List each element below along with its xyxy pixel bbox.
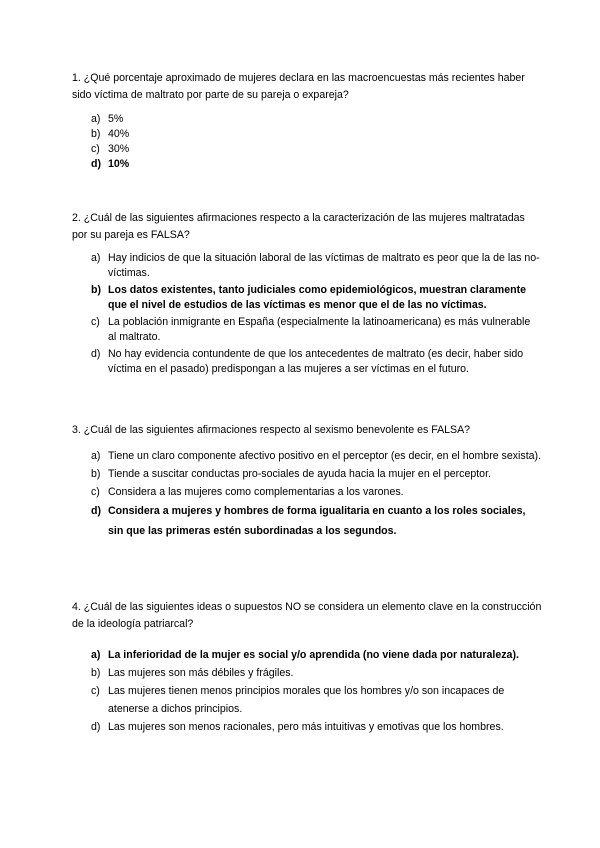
option-text: La inferioridad de la mujer es social y/o aprendida (no viene dada por naturaleza). [108, 649, 519, 661]
question-3-options [91, 447, 541, 541]
question-2-text: 2. ¿Cuál de las siguientes afirmaciones respecto a la caracterización de las mujeres maltratadas por su pareja es FALSA? [72, 212, 525, 241]
question-3-option-d[interactable] [91, 501, 541, 541]
question-3-option-b[interactable] [91, 465, 541, 483]
question-1 [72, 70, 542, 104]
option-text: Tiende a suscitar conductas pro-sociales de ayuda hacia la mujer en el perceptor. [108, 468, 491, 480]
option-label: b) [91, 468, 101, 480]
option-label: b) [91, 284, 101, 296]
question-1-option-a[interactable] [91, 112, 541, 127]
option-label: b) [91, 667, 101, 679]
option-text: Los datos existentes, tanto judiciales como epidemiológicos, muestran claramente que el nivel de estudios de las víctimas es menor que el de las no víctimas. [108, 284, 526, 311]
option-label: a) [91, 649, 101, 661]
option-text: La población inmigrante en España (especialmente la latinoamericana) es más vulnerable al maltrato. [108, 316, 531, 343]
option-label: d) [91, 721, 101, 733]
option-label: c) [91, 486, 100, 498]
option-label: c) [91, 316, 100, 328]
option-text: Considera a mujeres y hombres de forma igualitaria en cuanto a los roles sociales, sin que las primeras estén subordinadas a los segundos. [108, 505, 526, 537]
question-4-text: 4. ¿Cuál de las siguientes ideas o supuestos NO se considera un elemento clave en la construcción de la ideología patriarcal? [72, 601, 542, 630]
option-label: d) [91, 158, 101, 170]
option-label: b) [91, 128, 101, 140]
question-4 [72, 599, 542, 633]
question-2-option-a[interactable] [91, 251, 541, 281]
option-label: d) [91, 348, 101, 360]
question-1-option-d[interactable] [91, 157, 541, 172]
question-4-option-d[interactable] [91, 718, 541, 736]
option-label: c) [91, 143, 100, 155]
question-1-options [91, 112, 541, 172]
question-4-option-a[interactable] [91, 646, 541, 664]
question-1-option-b[interactable] [91, 127, 541, 142]
question-4-option-c[interactable] [91, 682, 541, 718]
question-1-text: 1. ¿Qué porcentaje aproximado de mujeres declara en las macroencuestas más recientes haber sido víctima de maltrato por parte de su pareja o expareja? [72, 72, 525, 101]
option-text: 5% [108, 113, 124, 125]
question-4-option-b[interactable] [91, 664, 541, 682]
option-text: Las mujeres son más débiles y frágiles. [108, 667, 294, 679]
question-2 [72, 210, 542, 244]
option-text: Las mujeres son menos racionales, pero más intuitivas y emotivas que los hombres. [108, 721, 504, 733]
option-text: 10% [108, 158, 130, 170]
option-label: a) [91, 113, 101, 125]
question-4-options [91, 646, 541, 736]
option-label: a) [91, 252, 101, 264]
question-2-option-b[interactable] [91, 283, 541, 313]
option-text: 30% [108, 143, 130, 155]
option-label: a) [91, 450, 101, 462]
question-3-option-a[interactable] [91, 447, 541, 465]
question-2-options [91, 251, 541, 379]
option-text: Tiene un claro componente afectivo positivo en el perceptor (es decir, en el hombre sexista). [108, 450, 542, 462]
question-3 [72, 422, 542, 439]
question-3-option-c[interactable] [91, 483, 541, 501]
option-label: d) [91, 505, 101, 517]
option-text: No hay evidencia contundente de que los antecedentes de maltrato (es decir, haber sido víctima en el pasado) predispongan a las mujeres a ser víctimas en el futuro. [108, 348, 524, 375]
question-1-option-c[interactable] [91, 142, 541, 157]
option-text: Las mujeres tienen menos principios morales que los hombres y/o son incapaces de atenerse a dichos principios. [108, 685, 505, 715]
option-text: Hay indicios de que la situación laboral de las víctimas de maltrato es peor que la de las no-víctimas. [108, 252, 540, 279]
option-label: c) [91, 685, 100, 697]
question-3-text: 3. ¿Cuál de las siguientes afirmaciones respecto al sexismo benevolente es FALSA? [72, 424, 471, 436]
option-text: 40% [108, 128, 130, 140]
question-2-option-c[interactable] [91, 315, 541, 345]
question-2-option-d[interactable] [91, 347, 541, 377]
option-text: Considera a las mujeres como complementarias a los varones. [108, 486, 404, 498]
